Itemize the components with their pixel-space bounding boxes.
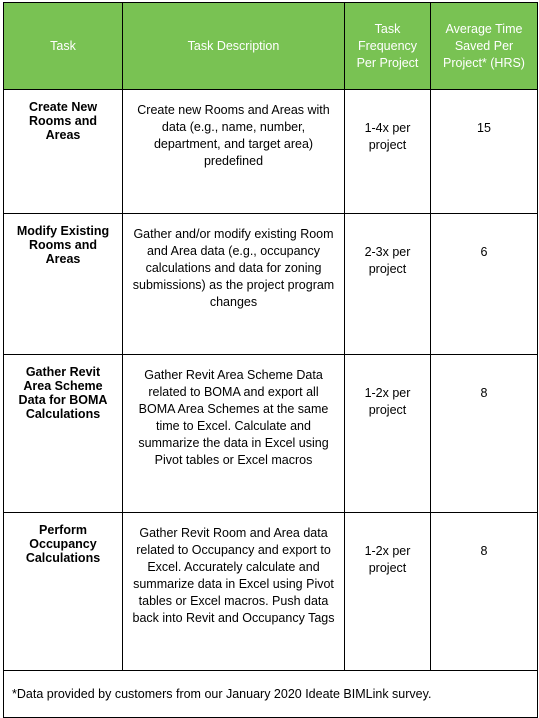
time-savings-table [3, 2, 538, 718]
footnote: *Data provided by customers from our January 2020 Ideate BIMLink survey. [4, 671, 538, 718]
task-name: Perform Occupancy Calculations [4, 513, 123, 671]
task-description: Create new Rooms and Areas with data (e.g., name, number, department, and target area) predefined [123, 90, 345, 214]
task-description: Gather Revit Area Scheme Data related to BOMA and export all BOMA Area Schemes at the same time to Excel. Calculate and summarize the data in Excel using Pivot tables or Excel macros [123, 355, 345, 513]
table-row [4, 355, 538, 513]
time-saved: 8 [431, 355, 538, 513]
task-name: Modify Existing Rooms and Areas [4, 214, 123, 355]
task-frequency: 1-2x per project [345, 355, 431, 513]
table-row [4, 214, 538, 355]
time-saved: 8 [431, 513, 538, 671]
footnote-row [4, 671, 538, 718]
table-row [4, 513, 538, 671]
time-saved: 6 [431, 214, 538, 355]
header-task-frequency: Task Frequency Per Project [345, 3, 431, 90]
time-saved: 15 [431, 90, 538, 214]
task-frequency: 1-2x per project [345, 513, 431, 671]
task-frequency: 2-3x per project [345, 214, 431, 355]
task-name: Gather Revit Area Scheme Data for BOMA Calculations [4, 355, 123, 513]
task-description: Gather Revit Room and Area data related to Occupancy and export to Excel. Accurately calculate and summarize data in Excel using Pivot tables or Excel macros. Push data back into Revit and Occupancy Tags [123, 513, 345, 671]
header-row [4, 3, 538, 90]
header-average-time-saved: Average Time Saved Per Project* (HRS) [431, 3, 538, 90]
task-name: Create New Rooms and Areas [4, 90, 123, 214]
header-task: Task [4, 3, 123, 90]
header-task-description: Task Description [123, 3, 345, 90]
task-description: Gather and/or modify existing Room and Area data (e.g., occupancy calculations and data for zoning submissions) as the project program changes [123, 214, 345, 355]
table-row [4, 90, 538, 214]
task-frequency: 1-4x per project [345, 90, 431, 214]
